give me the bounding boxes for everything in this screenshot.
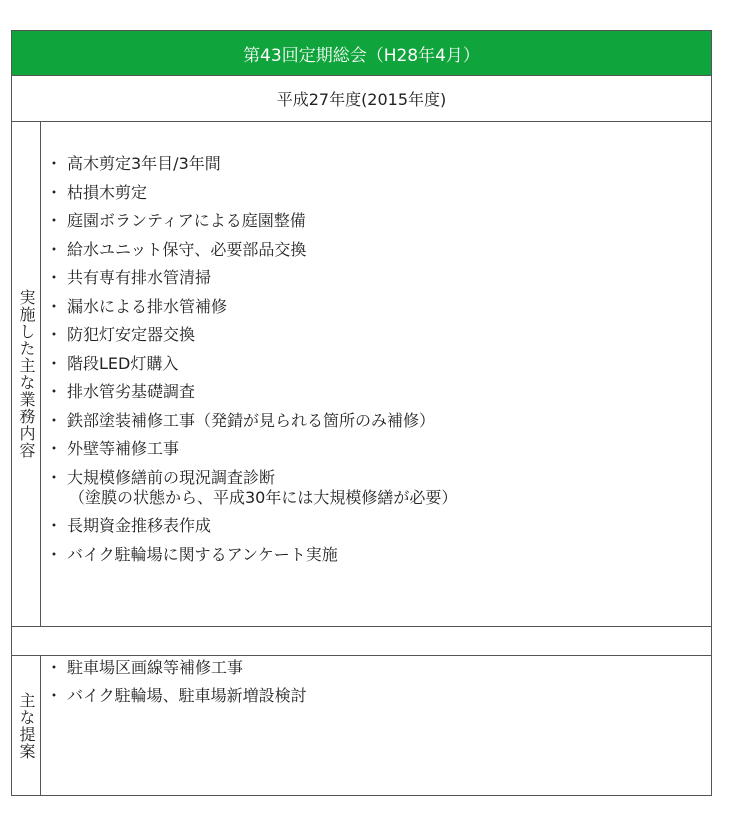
work-section <box>12 122 711 627</box>
list-item: ・ 階段LED灯購入 <box>41 354 711 374</box>
proposal-section <box>12 656 711 796</box>
work-item-list <box>41 154 711 573</box>
list-item: ・ 排水管劣基礎調査 <box>41 382 711 402</box>
list-item: ・ 防犯灯安定器交換 <box>41 325 711 345</box>
list-item: ・ 駐車場区画線等補修工事 <box>41 658 711 678</box>
proposal-section-side <box>12 656 41 796</box>
fiscal-year-row <box>12 76 711 122</box>
list-item-note: （塗膜の状態から、平成30年には大規模修繕が必要） <box>69 487 458 507</box>
list-item: ・ 漏水による排水管補修 <box>41 297 711 317</box>
list-item: ・ 庭園ボランティアによる庭園整備 <box>41 211 711 231</box>
fiscal-year-label: 平成27年度(2015年度) <box>276 90 447 109</box>
list-item: ・ 鉄部塗装補修工事（発錆が見られる箇所のみ補修） <box>41 411 711 431</box>
table-header <box>12 31 711 76</box>
list-item: ・ 大規模修繕前の現況調査診断 （塗膜の状態から、平成30年には大規模修繕が必要） <box>41 468 711 508</box>
list-item: ・ 共有専有排水管清掃 <box>41 268 711 288</box>
list-item: ・ 枯損木剪定 <box>41 183 711 203</box>
list-item: ・ 給水ユニット保守、必要部品交換 <box>41 240 711 260</box>
work-section-label: 実施した主な業務内容 <box>17 289 36 459</box>
list-item: ・ 長期資金推移表作成 <box>41 516 711 536</box>
list-item: ・ バイク駐輪場に関するアンケート実施 <box>41 545 711 565</box>
spacer-row <box>12 627 711 656</box>
meeting-summary-table <box>11 30 712 796</box>
proposal-item-list <box>41 658 711 714</box>
list-item: ・ バイク駐輪場、駐車場新増設検討 <box>41 686 711 706</box>
work-section-side <box>12 122 41 626</box>
list-item: ・ 外壁等補修工事 <box>41 439 711 459</box>
list-item: ・ 高木剪定3年目/3年間 <box>41 154 711 174</box>
meeting-title: 第43回定期総会（H28年4月） <box>243 45 480 66</box>
proposal-section-label: 主な提案 <box>17 692 36 760</box>
